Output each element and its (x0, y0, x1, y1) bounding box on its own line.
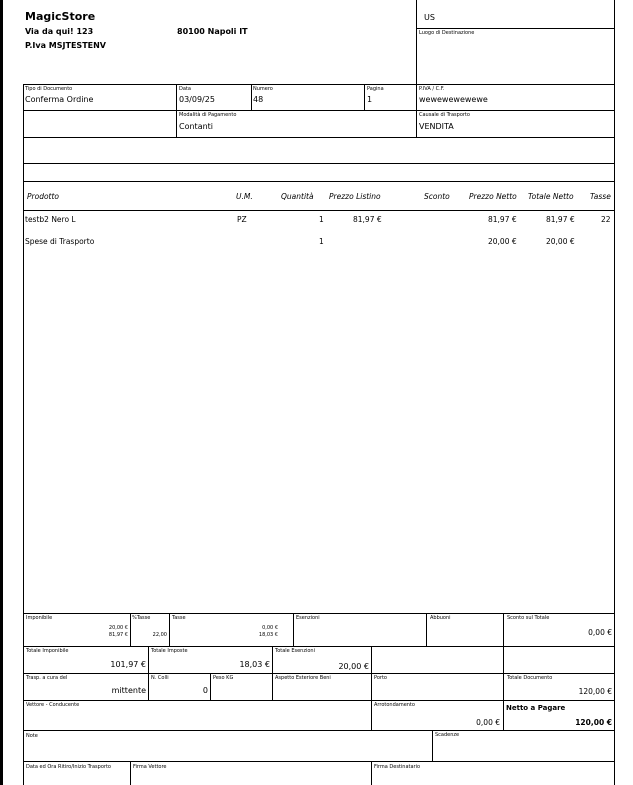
rebates-label: Abbuoni (430, 615, 451, 621)
header-um: U.M. (236, 192, 253, 201)
row-list-price: 81,97 € (353, 215, 382, 224)
transport-by-label: Trasp. a cura del (26, 675, 68, 681)
total-taxes-value: 18,03 € (239, 660, 270, 669)
total-discount-value: 0,00 € (588, 628, 612, 637)
row-net-total: 20,00 € (546, 237, 575, 246)
total-discount-label: Sconto sul Totale (507, 615, 550, 621)
row-tax: 22 (601, 215, 611, 224)
date-label: Data (179, 86, 191, 92)
total-taxable-value: 101,97 € (110, 660, 146, 669)
row-quantity: 1 (319, 215, 324, 224)
transport-reason-value: VENDITA (419, 122, 454, 131)
recipient-sign-label: Firma Destinatario (374, 764, 421, 770)
appearance-label: Aspetto Esteriore Beni (275, 675, 331, 681)
due-label: Scadenze (435, 732, 460, 738)
total-taxable-label: Totale Imponibile (26, 648, 69, 654)
header-quantity: Quantità (281, 192, 314, 201)
total-exemptions-value: 20,00 € (338, 662, 369, 671)
transport-by-value: mittente (111, 686, 146, 695)
doc-total-value: 120,00 € (578, 687, 612, 696)
payment-value: Contanti (179, 122, 214, 131)
notes-label: Note (26, 733, 38, 739)
header-net-price: Prezzo Netto (469, 192, 517, 201)
packages-label: N. Colli (151, 675, 169, 681)
row-product: testb2 Nero L (25, 215, 76, 224)
header-discount: Sconto (424, 192, 450, 201)
row-product: Spese di Trasporto (25, 237, 95, 246)
page-label: Pagina (367, 86, 384, 92)
row-net-price: 81,97 € (488, 215, 517, 224)
packages-value: 0 (202, 686, 208, 695)
row-quantity: 1 (319, 237, 324, 246)
carrier-sign-label: Firma Vettore (133, 764, 167, 770)
pickup-label: Data ed Ora Ritiro/Inizio Trasporto (26, 764, 111, 770)
company-vat: P.Iva MSJTESTENV (25, 41, 106, 50)
date-value: 03/09/25 (179, 95, 215, 104)
vat-cf-value: wewewewewewe (419, 95, 488, 104)
destination-country: US (424, 13, 435, 22)
header-net-total: Totale Netto (528, 192, 574, 201)
rounding-label: Arrotondamento (374, 702, 415, 708)
taxes-value-2: 18,03 € (258, 632, 278, 638)
taxable-label: Imponibile (26, 615, 53, 621)
company-city: 80100 Napoli IT (177, 27, 248, 36)
tax-pct-label: %Tasse (132, 615, 151, 621)
exemptions-label: Esenzioni (296, 615, 320, 621)
taxable-value-2: 81,97 € (108, 632, 128, 638)
doc-type-label: Tipo di Documento (25, 86, 73, 92)
header-product: Prodotto (27, 192, 60, 201)
carrier-label: Vettore - Conducente (26, 702, 80, 708)
header-list-price: Prezzo Listino (329, 192, 381, 201)
port-label: Porto (374, 675, 387, 681)
row-net-total: 81,97 € (546, 215, 575, 224)
company-name: MagicStore (25, 10, 96, 23)
row-net-price: 20,00 € (488, 237, 517, 246)
tax-pct-value: 22,00 (152, 632, 167, 638)
destination-label: Luogo di Destinazione (419, 30, 475, 36)
doc-type-value: Conferma Ordine (25, 95, 94, 104)
rounding-value: 0,00 € (476, 718, 500, 727)
number-value: 48 (253, 95, 264, 104)
page-value: 1 (367, 95, 373, 104)
weight-label: Peso KG (213, 675, 234, 681)
vat-cf-label: P.IVA / C.F. (419, 86, 445, 92)
net-to-pay-value: 120,00 € (575, 718, 612, 727)
doc-total-label: Totale Documento (507, 675, 553, 681)
taxes-value-1: 0,00 € (262, 625, 278, 631)
payment-label: Modalità di Pagamento (179, 112, 237, 118)
transport-reason-label: Causale di Trasporto (419, 112, 470, 118)
row-um: PZ (237, 215, 247, 224)
total-exemptions-label: Totale Esenzioni (275, 648, 315, 654)
page-left-edge (0, 0, 3, 785)
number-label: Numero (253, 86, 273, 92)
total-taxes-label: Totale Imposte (151, 648, 188, 654)
taxable-value-1: 20,00 € (108, 625, 128, 631)
taxes-label: Tasse (172, 615, 186, 621)
company-address: Via da qui! 123 (25, 27, 94, 36)
net-to-pay-label: Netto a Pagare (506, 704, 566, 712)
header-tax: Tasse (590, 192, 611, 201)
